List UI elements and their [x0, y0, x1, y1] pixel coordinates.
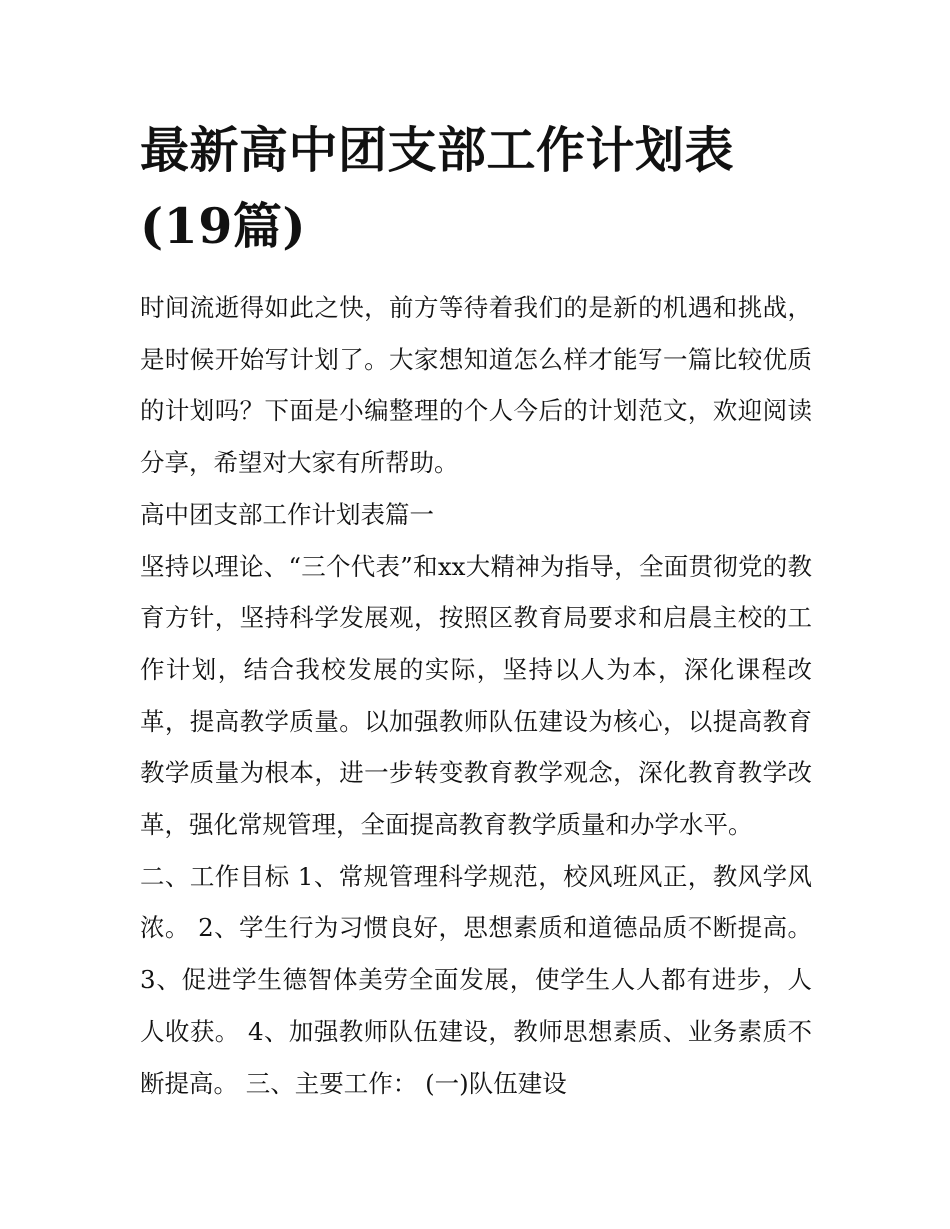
body-paragraph-2: 二、工作目标 1、常规管理科学规范，校风班风正，教风学风浓。 2、学生行为习惯良好，思想素质和道德品质不断提高。 3、促进学生德智体美劳全面发展，使学生人人都有进步，人人收获。 4、加强教师队伍建设，教师思想素质、业务素质不断提高。 三、主要工作： (一)队伍建设 — [140, 861, 812, 1098]
section-heading: 高中团支部工作计划表篇一 — [140, 499, 434, 529]
intro-paragraph: 时间流逝得如此之快，前方等待着我们的是新的机遇和挑战，是时候开始写计划了。大家想知道怎么样才能写一篇比较优质的计划吗？下面是小编整理的个人今后的计划范文，欢迎阅读分享，希望对大家有所帮助。 — [140, 293, 812, 478]
body-paragraph-1: 坚持以理论、“三个代表”和xx大精神为指导，全面贯彻党的教育方针，坚持科学发展观，按照区教育局要求和启晨主校的工作计划，结合我校发展的实际，坚持以人为本，深化课程改革，提高教学质量。以加强教师队伍建设为核心，以提高教育教学质量为根本，进一步转变教育教学观念，深化教育教学改革，强化常规管理，全面提高教育教学质量和办学水平。 — [140, 551, 812, 840]
document-body — [140, 112, 812, 1109]
document-title: 最新高中团支部工作计划表(19篇) — [140, 121, 735, 255]
